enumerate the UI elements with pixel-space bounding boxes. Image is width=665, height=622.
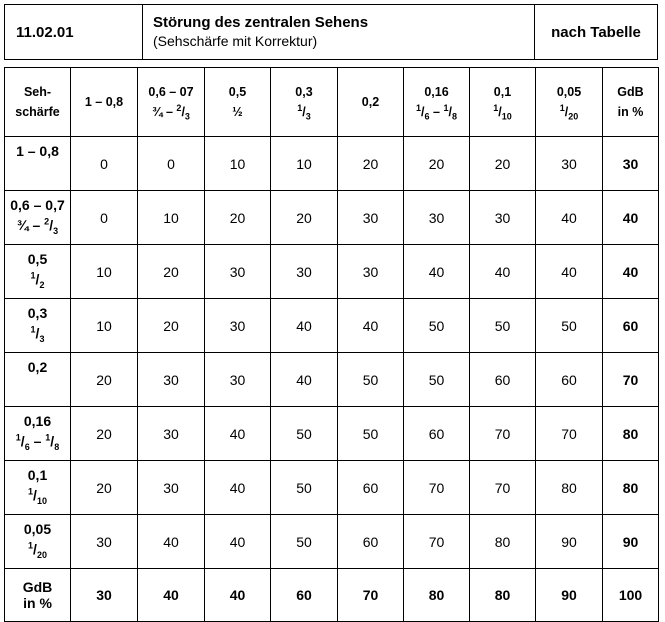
table-cell: 20 [271, 191, 338, 245]
table-cell: 20 [404, 137, 470, 191]
table-row [5, 137, 659, 191]
table-cell: 60 [536, 353, 603, 407]
table-cell: 40 [404, 245, 470, 299]
row-gdb-value: 80 [603, 461, 659, 515]
table-cell: 40 [205, 461, 271, 515]
table-cell: 30 [470, 191, 536, 245]
table-row [5, 353, 659, 407]
footer-gdb-value: 80 [470, 569, 536, 622]
row-header-value: 1 – 0,8 [16, 143, 59, 159]
table-cell: 10 [271, 137, 338, 191]
table-cell: 90 [536, 515, 603, 569]
column-header [138, 68, 205, 137]
table-cell: 50 [338, 407, 404, 461]
table-row [5, 407, 659, 461]
table-cell: 50 [404, 299, 470, 353]
table-cell: 10 [71, 245, 138, 299]
row-gdb-value: 80 [603, 407, 659, 461]
column-header-value: 0,1 [493, 85, 512, 99]
column-header-value: 0,6 – 07 [148, 85, 194, 99]
footer-gdb-total: 100 [603, 569, 659, 622]
table-cell: 20 [338, 137, 404, 191]
table-cell: 70 [404, 515, 470, 569]
row-header [5, 245, 71, 299]
row-gdb-value: 30 [603, 137, 659, 191]
row-header-value: 0,3 [27, 305, 48, 321]
section-title: Störung des zentralen Sehens [153, 14, 369, 31]
section-header [4, 4, 658, 60]
table-cell: 60 [338, 461, 404, 515]
table-cell: 70 [470, 407, 536, 461]
table-cell: 20 [71, 461, 138, 515]
table-cell: 60 [404, 407, 470, 461]
table-cell: 20 [470, 137, 536, 191]
fraction-label: $^1/_{20}$ [28, 540, 47, 560]
section-subtitle: (Sehschärfe mit Korrektur) [153, 33, 318, 49]
row-header-value: 0,5 [27, 251, 48, 267]
footer-gdb-value: 60 [271, 569, 338, 622]
table-cell: 80 [470, 515, 536, 569]
fraction-label: ¾ – $^2/_3$ [16, 216, 59, 236]
row-header [5, 191, 71, 245]
row-gdb-value: 60 [603, 299, 659, 353]
table-cell: 30 [205, 299, 271, 353]
gdb-column-header [603, 68, 659, 137]
table-cell: 10 [205, 137, 271, 191]
column-header [338, 68, 404, 137]
corner-header [5, 68, 71, 137]
row-header [5, 515, 71, 569]
table-cell: 50 [338, 353, 404, 407]
table-cell: 30 [338, 245, 404, 299]
table-cell: 40 [338, 299, 404, 353]
row-header [5, 461, 71, 515]
column-header [71, 68, 138, 137]
footer-label-line: in % [23, 595, 52, 611]
table-cell: 20 [138, 245, 205, 299]
corner-line: Seh- [23, 85, 52, 99]
section-code: 11.02.01 [5, 5, 143, 59]
table-cell: 30 [205, 353, 271, 407]
table-cell: 20 [205, 191, 271, 245]
footer-gdb-value: 70 [338, 569, 404, 622]
table-cell: 40 [205, 515, 271, 569]
row-header-value: 0,16 [23, 413, 52, 429]
row-header-value: 0,1 [27, 467, 48, 483]
table-cell: 20 [138, 299, 205, 353]
fraction-label: $^1/_{20}$ [559, 102, 579, 122]
fraction-label: $^1/_3$ [297, 102, 311, 122]
table-cell: 30 [404, 191, 470, 245]
table-row [5, 515, 659, 569]
table-cell: 70 [404, 461, 470, 515]
table-cell: 30 [138, 353, 205, 407]
table-cell: 30 [138, 407, 205, 461]
column-header [404, 68, 470, 137]
table-cell: 50 [536, 299, 603, 353]
row-header-value: 0,6 – 0,7 [10, 197, 65, 213]
footer-gdb-value: 40 [138, 569, 205, 622]
column-header-value: 0,05 [556, 85, 582, 99]
table-cell: 10 [138, 191, 205, 245]
fraction-label: $^1/_3$ [30, 324, 45, 344]
table-cell: 60 [338, 515, 404, 569]
table-cell: 40 [271, 353, 338, 407]
table-cell: 40 [536, 191, 603, 245]
gdb-header-line: in % [617, 105, 644, 119]
table-cell: 30 [71, 515, 138, 569]
visual-acuity-table [4, 67, 659, 622]
table-cell: 40 [536, 245, 603, 299]
footer-gdb-value: 30 [71, 569, 138, 622]
fraction-label: $^1/_{10}$ [28, 486, 47, 506]
section-reference: nach Tabelle [551, 23, 641, 41]
column-header-value: 0,5 [228, 85, 247, 99]
row-header [5, 137, 71, 191]
table-cell: 70 [470, 461, 536, 515]
row-header [5, 353, 71, 407]
row-gdb-value: 40 [603, 191, 659, 245]
table-cell: 50 [470, 299, 536, 353]
table-cell: 30 [338, 191, 404, 245]
fraction-label: $^1/_6 - ^1/_8$ [15, 432, 60, 452]
table-row [5, 461, 659, 515]
fraction-label: $^1/_2$ [30, 270, 45, 290]
table-cell: 30 [138, 461, 205, 515]
row-gdb-value: 40 [603, 245, 659, 299]
fraction-label: ½ [232, 105, 243, 119]
row-gdb-value: 90 [603, 515, 659, 569]
table-cell: 40 [470, 245, 536, 299]
footer-gdb-value: 80 [404, 569, 470, 622]
table-cell: 0 [71, 137, 138, 191]
table-cell: 40 [138, 515, 205, 569]
table-cell: 30 [271, 245, 338, 299]
table-cell: 50 [271, 515, 338, 569]
corner-line: schärfe [15, 105, 60, 119]
fraction-label: $^1/_6 - ^1/_8$ [416, 102, 457, 122]
row-header-value: 0,2 [27, 359, 48, 375]
column-header [205, 68, 271, 137]
table-cell: 20 [71, 353, 138, 407]
table-cell: 40 [205, 407, 271, 461]
column-header [271, 68, 338, 137]
table-cell: 80 [536, 461, 603, 515]
gdb-header-line: GdB [617, 85, 644, 99]
row-header [5, 299, 71, 353]
table-cell: 50 [271, 407, 338, 461]
row-header [5, 407, 71, 461]
table-cell: 30 [205, 245, 271, 299]
footer-gdb-value: 90 [536, 569, 603, 622]
column-header [470, 68, 536, 137]
table-cell: 0 [71, 191, 138, 245]
fraction-label: ¾ – $^2/_3$ [152, 102, 190, 122]
column-header-value: 0,2 [361, 95, 380, 109]
table-cell: 30 [536, 137, 603, 191]
section-title-block [143, 5, 535, 59]
table-cell: 50 [404, 353, 470, 407]
row-gdb-value: 70 [603, 353, 659, 407]
table-cell: 50 [271, 461, 338, 515]
table-row [5, 191, 659, 245]
footer-label [5, 569, 71, 622]
footer-gdb-value: 40 [205, 569, 271, 622]
column-header-value: 0,16 [424, 85, 449, 99]
table-header-row [5, 68, 659, 137]
table-cell: 20 [71, 407, 138, 461]
footer-label-line: GdB [22, 579, 53, 595]
table-row [5, 245, 659, 299]
table-cell: 40 [271, 299, 338, 353]
table-row [5, 299, 659, 353]
column-header-value: 1 – 0,8 [84, 95, 124, 109]
column-header-value: 0,3 [295, 85, 313, 99]
table-cell: 10 [71, 299, 138, 353]
table-cell: 70 [536, 407, 603, 461]
row-header-value: 0,05 [23, 521, 52, 537]
table-cell: 0 [138, 137, 205, 191]
column-header [536, 68, 603, 137]
table-footer-row [5, 569, 659, 622]
table-cell: 60 [470, 353, 536, 407]
fraction-label: $^1/_{10}$ [493, 102, 512, 122]
